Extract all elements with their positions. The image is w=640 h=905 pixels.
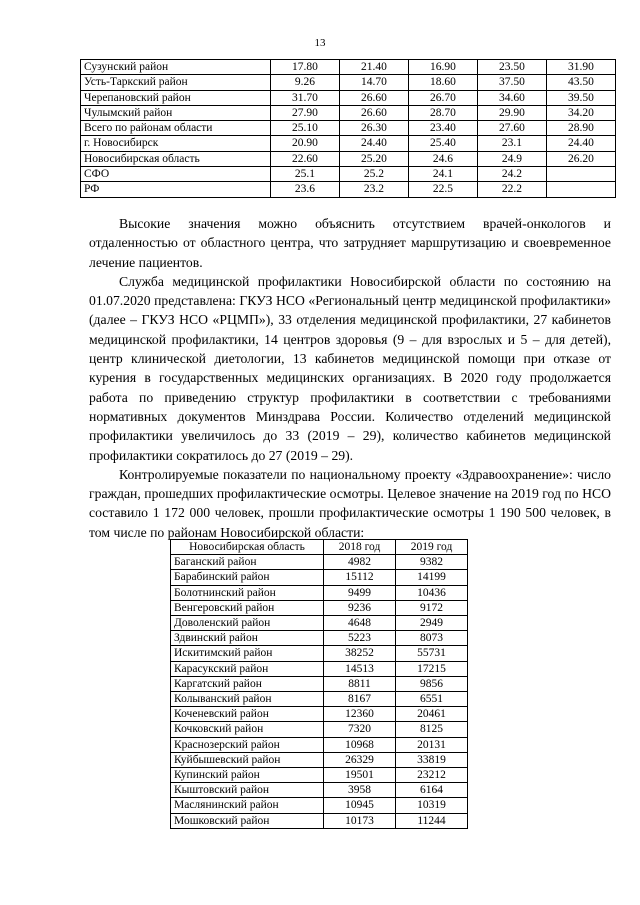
table-row [171, 585, 468, 600]
table-cell: 23.50 [477, 60, 546, 75]
row-label: Карасукский район [171, 661, 324, 676]
table-cell: 25.1 [270, 167, 339, 182]
table-cell: 26.30 [339, 121, 408, 136]
table-cell: 55731 [396, 646, 468, 661]
table-cell: 23.1 [477, 136, 546, 151]
checkups-table [170, 539, 468, 829]
table-cell: 19501 [324, 768, 396, 783]
row-label: Сузунский район [81, 60, 271, 75]
row-label: г. Новосибирск [81, 136, 271, 151]
table-cell: 5223 [324, 631, 396, 646]
table-cell: 12360 [324, 707, 396, 722]
table-header-row [171, 540, 468, 555]
table-cell: 23.2 [339, 182, 408, 197]
row-label: Здвинский район [171, 631, 324, 646]
table-cell: 17.80 [270, 60, 339, 75]
table-cell: 9856 [396, 676, 468, 691]
table-row [171, 737, 468, 752]
table-cell: 11244 [396, 813, 468, 828]
table-cell: 24.40 [546, 136, 615, 151]
table-cell: 25.2 [339, 167, 408, 182]
row-label: Венгеровский район [171, 600, 324, 615]
table-row [81, 60, 616, 75]
table-row [81, 75, 616, 90]
row-label: Кочковский район [171, 722, 324, 737]
table-row [171, 661, 468, 676]
table-row [171, 813, 468, 828]
table-cell: 24.40 [339, 136, 408, 151]
paragraph: Служба медицинской профилактики Новосибирской области по состоянию на 01.07.2020 представлена: ГКУЗ НСО «Региональный центр медицинской профилактики» (далее – ГКУЗ НСО «РЦМП»), 33 отделения медицинской профилактики, 27 кабинетов медицинской профилактики, 14 центров здоровья (9 – для взрослых и 5 – для детей), центр клинической диетологии, 13 кабинетов медицинской помощи при отказе от курения в государственных медицинских организациях. В 2020 году продолжается работа по приведению структур профилактики в соответствии с требованиями нормативных документов Минздрава России. Количество отделений медицинской профилактики увеличилось до 33 (2019 – 29), количество кабинетов медицинской профилактики сократилось до 27 (2019 – 29). [89, 273, 611, 463]
table-cell: 28.70 [408, 105, 477, 120]
table-cell: 20.90 [270, 136, 339, 151]
table-cell: 6551 [396, 692, 468, 707]
table-row [171, 646, 468, 661]
table-cell: 38252 [324, 646, 396, 661]
row-label: Купинский район [171, 768, 324, 783]
table-cell: 9499 [324, 585, 396, 600]
table-row [81, 167, 616, 182]
table-cell: 24.6 [408, 151, 477, 166]
table-cell: 3958 [324, 783, 396, 798]
table-row [171, 631, 468, 646]
paragraph: Контролируемые показатели по национальному проекту «Здравоохранение»: число граждан, прошедших профилактические осмотры. Целевое значение на 2019 год по НСО составило 1 172 000 человек, прошли профилактические осмотры 1 190 500 человек, в том числе по районам Новосибирской области: [89, 466, 611, 540]
table-cell: 17215 [396, 661, 468, 676]
table-cell: 10436 [396, 585, 468, 600]
table-row [171, 722, 468, 737]
table-cell: 9382 [396, 555, 468, 570]
body-text [89, 214, 611, 542]
table-cell: 34.20 [546, 105, 615, 120]
row-label: Мошковский район [171, 813, 324, 828]
table-cell: 14199 [396, 570, 468, 585]
row-label: Всего по районам области [81, 121, 271, 136]
column-header: 2019 год [396, 540, 468, 555]
table-row [81, 105, 616, 120]
row-label: Доволенский район [171, 616, 324, 631]
table-row [81, 136, 616, 151]
table-cell [546, 167, 615, 182]
row-label: СФО [81, 167, 271, 182]
table-cell: 26.70 [408, 90, 477, 105]
row-label: Кыштовский район [171, 783, 324, 798]
table-cell: 22.5 [408, 182, 477, 197]
table-cell: 26329 [324, 752, 396, 767]
table-cell: 31.70 [270, 90, 339, 105]
column-header: 2018 год [324, 540, 396, 555]
table-cell: 26.60 [339, 105, 408, 120]
column-header: Новосибирская область [171, 540, 324, 555]
table-row [171, 555, 468, 570]
table-row [171, 752, 468, 767]
row-label: Усть-Таркский район [81, 75, 271, 90]
row-label: Каргатский район [171, 676, 324, 691]
table-row [81, 182, 616, 197]
table-cell: 43.50 [546, 75, 615, 90]
table-cell: 28.90 [546, 121, 615, 136]
table-cell: 25.40 [408, 136, 477, 151]
table-cell: 20461 [396, 707, 468, 722]
table-cell: 21.40 [339, 60, 408, 75]
table-cell: 34.60 [477, 90, 546, 105]
table-cell: 39.50 [546, 90, 615, 105]
page-number: 13 [314, 37, 326, 49]
table-row [171, 798, 468, 813]
table-cell: 6164 [396, 783, 468, 798]
row-label: Коченевский район [171, 707, 324, 722]
table-cell: 9172 [396, 600, 468, 615]
table-row [171, 570, 468, 585]
table-cell: 24.2 [477, 167, 546, 182]
row-label: Колыванский район [171, 692, 324, 707]
row-label: Краснозерский район [171, 737, 324, 752]
table-row [81, 121, 616, 136]
table-cell: 22.60 [270, 151, 339, 166]
table-cell: 4648 [324, 616, 396, 631]
table-cell: 25.10 [270, 121, 339, 136]
table-cell: 16.90 [408, 60, 477, 75]
table-cell: 14.70 [339, 75, 408, 90]
row-label: Маслянинский район [171, 798, 324, 813]
row-label: Новосибирская область [81, 151, 271, 166]
table-cell: 24.9 [477, 151, 546, 166]
table-cell: 33819 [396, 752, 468, 767]
table-cell: 8811 [324, 676, 396, 691]
table-cell: 23.6 [270, 182, 339, 197]
table-cell: 18.60 [408, 75, 477, 90]
table-cell: 24.1 [408, 167, 477, 182]
table-cell: 37.50 [477, 75, 546, 90]
table-row [171, 600, 468, 615]
table-row [171, 768, 468, 783]
table-cell: 4982 [324, 555, 396, 570]
table-row [81, 151, 616, 166]
table-cell: 23212 [396, 768, 468, 783]
row-label: Болотнинский район [171, 585, 324, 600]
table-cell: 29.90 [477, 105, 546, 120]
paragraph: Высокие значения можно объяснить отсутствием врачей-онкологов и отдаленностью от областного центра, что затрудняет маршрутизацию и своевременное лечение пациентов. [89, 216, 611, 270]
table-cell [546, 182, 615, 197]
row-label: Баганский район [171, 555, 324, 570]
table-cell: 8167 [324, 692, 396, 707]
table-row [171, 616, 468, 631]
table-cell: 26.60 [339, 90, 408, 105]
table-cell: 23.40 [408, 121, 477, 136]
table-cell: 10319 [396, 798, 468, 813]
table-row [171, 707, 468, 722]
table-row [171, 783, 468, 798]
table-cell: 8073 [396, 631, 468, 646]
table-row [171, 692, 468, 707]
table-cell: 26.20 [546, 151, 615, 166]
table-cell: 10968 [324, 737, 396, 752]
row-label: Барабинский район [171, 570, 324, 585]
table-cell: 9.26 [270, 75, 339, 90]
table-cell: 10945 [324, 798, 396, 813]
table-cell: 20131 [396, 737, 468, 752]
row-label: Чулымский район [81, 105, 271, 120]
table-cell: 27.60 [477, 121, 546, 136]
table-cell: 8125 [396, 722, 468, 737]
row-label: Черепановский район [81, 90, 271, 105]
table-cell: 7320 [324, 722, 396, 737]
table-cell: 22.2 [477, 182, 546, 197]
row-label: Куйбышевский район [171, 752, 324, 767]
incidence-table [80, 59, 616, 198]
table-cell: 14513 [324, 661, 396, 676]
table-cell: 9236 [324, 600, 396, 615]
table-row [81, 90, 616, 105]
table-cell: 27.90 [270, 105, 339, 120]
table-cell: 31.90 [546, 60, 615, 75]
table-cell: 10173 [324, 813, 396, 828]
table-row [171, 676, 468, 691]
table-cell: 2949 [396, 616, 468, 631]
table-cell: 25.20 [339, 151, 408, 166]
row-label: РФ [81, 182, 271, 197]
row-label: Искитимский район [171, 646, 324, 661]
table-cell: 15112 [324, 570, 396, 585]
